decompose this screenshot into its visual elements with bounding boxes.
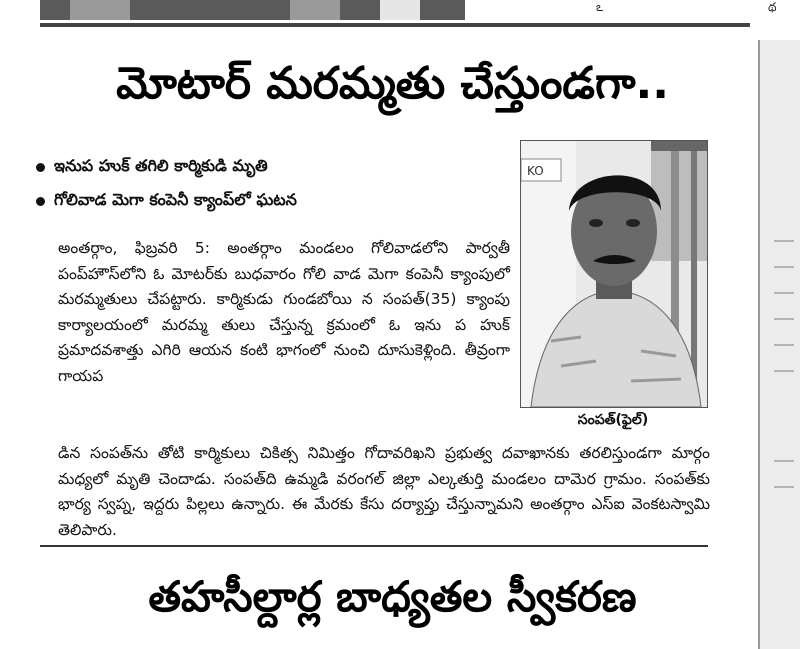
- strip-highlight: [380, 0, 420, 20]
- sign-text: KO: [527, 164, 544, 178]
- top-glyph-right: థ: [768, 0, 777, 14]
- section-divider: [40, 545, 708, 547]
- article-paragraph: అంతర్గాం, ఫిబ్రవరి 5: అంతర్గాం మండలం గోలివాడలోని పార్వతీ పంప్‌హౌస్‌లోని ఓ మోటర్‌కు బుధవారం గోలి వాడ మెగా కంపెనీ క్యాంపులో మరమ్మతులు చేపట్టారు. కార్మికుడు గుండబోయి న సంపత్(35) క్యాంపు కార్యాలయంలో మరమ్మ తులు చేస్తున్న క్రమంలో ఓ ఇను ప హుక్ ప్రమాదవశాత్తు ఎగిరి ఆయన కంటి భాగంలో నుంచి దూసుకెళ్లింది. తీవ్రంగా గాయప: [58, 239, 510, 385]
- top-rule: [40, 23, 750, 27]
- next-headline: తహసీల్దార్ల బాధ్యతల స్వీకరణ: [148, 572, 637, 621]
- strip-highlight: [290, 0, 340, 20]
- bullet-dot-icon: [36, 163, 45, 172]
- article-body: [58, 236, 510, 390]
- top-photo-strip: [40, 0, 465, 20]
- photo-caption: సంపత్(ఫైల్): [577, 412, 649, 428]
- bullet-item: [36, 150, 506, 184]
- bullet-dot-icon: [36, 197, 45, 206]
- bullet-item: [36, 184, 506, 218]
- top-glyph-left: ఽ: [596, 0, 604, 14]
- bullet-text: గోలివాడ మెగా కంపెనీ క్యాంప్‌లో ఘటన: [54, 189, 297, 209]
- person-photo: [520, 140, 708, 408]
- article-body-continued: డిన సంపత్‌ను తోటి కార్మికులు చికిత్స నిమిత్తం గోదావరిఖని ప్రభుత్వ దవాఖానకు తరలిస్తుండగా మార్గం మధ్యలో మృతి చెందాడు. సంపత్‌ది ఉమ్మడి వరంగల్ జిల్లా ఎల్కతుర్తి మండలం దామెర గ్రామం. సంపత్‌కు భార్య స్వప్న, ఇద్దరు పిల్లలు ఉన్నారు. ఈ మేరకు కేసు దర్యాప్తు చేస్తున్నామని అంతర్గాం ఎస్ఐ వెంకటస్వామి తెలిపారు.: [58, 444, 710, 539]
- person-photo-illustration: [521, 141, 707, 407]
- strip-highlight: [70, 0, 130, 20]
- bullet-text: ఇనుప హుక్ తగిలి కార్మికుడి మృతి: [54, 155, 268, 175]
- adjacent-column-edge: [758, 40, 800, 649]
- bullet-list: [36, 150, 506, 218]
- headline: మోటార్ మరమ్మతు చేస్తుండగా..: [116, 58, 669, 109]
